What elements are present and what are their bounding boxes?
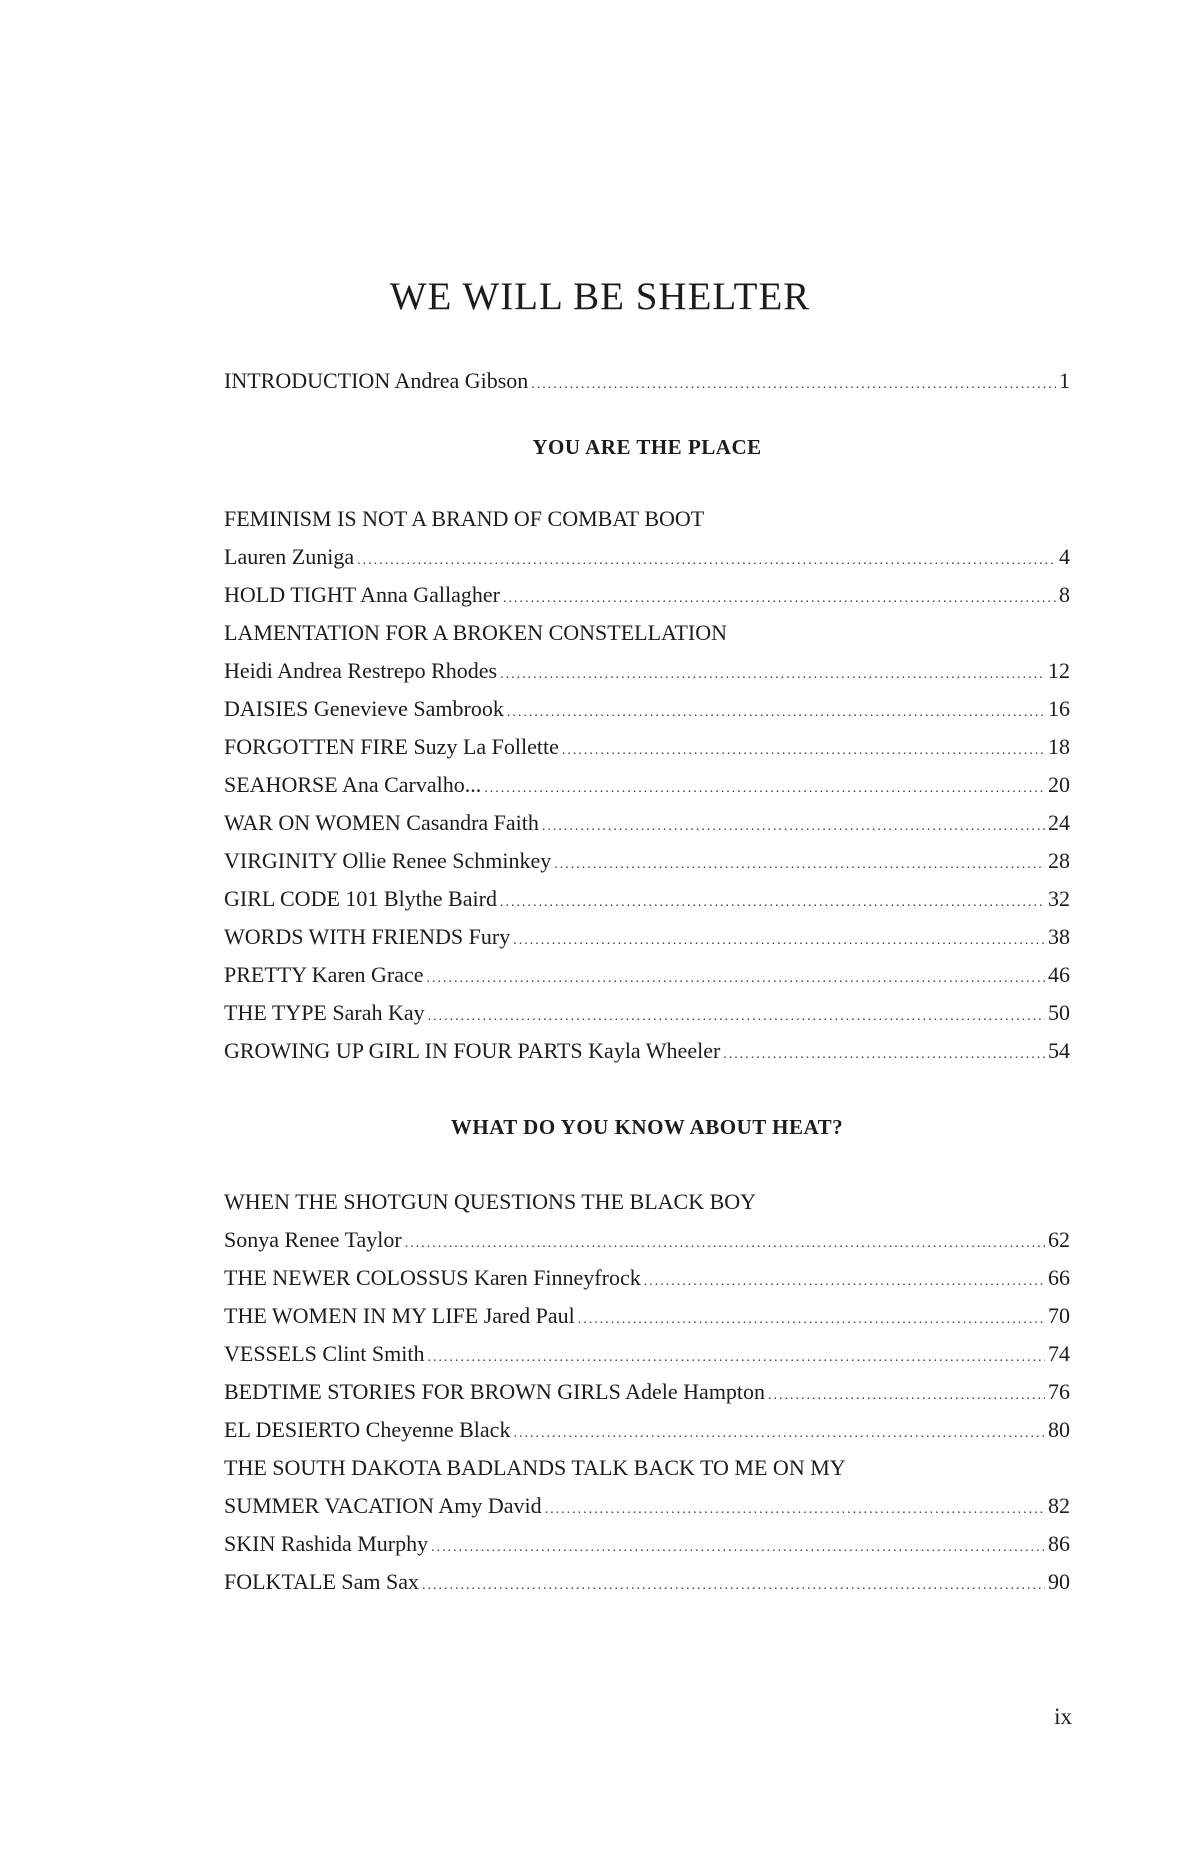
toc-entry[interactable]: [224, 616, 1070, 650]
toc-entry[interactable]: [224, 1375, 1070, 1409]
toc-entry-page: 46: [1048, 962, 1070, 987]
toc-entry[interactable]: [224, 540, 1070, 574]
toc-entry[interactable]: [224, 958, 1070, 992]
toc-entry-label: WORDS WITH FRIENDS Fury: [224, 924, 511, 949]
toc-entry-page: 82: [1048, 1493, 1070, 1518]
toc-entry-label: INTRODUCTION Andrea Gibson: [224, 368, 529, 393]
dot-leader: [503, 582, 1056, 616]
dot-leader: [428, 1341, 1046, 1375]
dot-leader: [768, 1379, 1045, 1413]
toc-entry-label: Heidi Andrea Restrepo Rhodes: [224, 658, 498, 683]
toc-entry-label: HOLD TIGHT Anna Gallagher: [224, 582, 500, 607]
toc-entry-page: 74: [1048, 1341, 1070, 1366]
dot-leader: [500, 886, 1045, 920]
toc-entry-label: SEAHORSE Ana Carvalho...: [224, 772, 482, 797]
toc-entry[interactable]: [224, 1034, 1070, 1068]
toc-entry[interactable]: [224, 654, 1070, 688]
page-number: ix: [1054, 1704, 1072, 1729]
toc-entry-label: DAISIES Genevieve Sambrook: [224, 696, 504, 721]
toc-entry-label: BEDTIME STORIES FOR BROWN GIRLS Adele Hampton: [224, 1379, 766, 1404]
toc-entry-label: PRETTY Karen Grace: [224, 962, 424, 987]
dot-leader: [500, 658, 1045, 692]
dot-leader: [562, 734, 1045, 768]
toc-entry[interactable]: [224, 768, 1070, 802]
dot-leader: [427, 962, 1045, 996]
section-heading: YOU ARE THE PLACE: [532, 435, 762, 459]
toc-entry[interactable]: [224, 996, 1070, 1030]
toc-entry-page: 86: [1048, 1531, 1070, 1556]
toc-entry-page: 32: [1048, 886, 1070, 911]
dot-leader: [484, 772, 1045, 806]
book-title: WE WILL BE SHELTER: [389, 275, 811, 318]
toc-entry-page: 62: [1048, 1227, 1070, 1252]
toc-entry-page: 80: [1048, 1417, 1070, 1442]
toc-entry[interactable]: [224, 806, 1070, 840]
dot-leader: [723, 1038, 1045, 1072]
toc-entry[interactable]: [224, 1489, 1070, 1523]
dot-leader: [507, 696, 1045, 730]
toc-entry[interactable]: [224, 882, 1070, 916]
dot-leader: [554, 848, 1045, 882]
dot-leader: [531, 368, 1056, 402]
toc-entry[interactable]: [224, 578, 1070, 612]
toc-entry-label: THE WOMEN IN MY LIFE Jared Paul: [224, 1303, 575, 1328]
toc-entry[interactable]: [224, 1451, 1070, 1485]
toc-entry[interactable]: [224, 1565, 1070, 1599]
toc-entry[interactable]: [224, 1261, 1070, 1295]
toc-entry[interactable]: [224, 1337, 1070, 1371]
toc-entry-page: 28: [1048, 848, 1070, 873]
dot-leader: [431, 1531, 1045, 1565]
toc-entry-introduction[interactable]: [224, 364, 1070, 398]
toc-entry[interactable]: [224, 1223, 1070, 1257]
toc-entry-label: VESSELS Clint Smith: [224, 1341, 425, 1366]
toc-entry[interactable]: [224, 920, 1070, 954]
toc-entry-label: THE TYPE Sarah Kay: [224, 1000, 425, 1025]
section-heading: WHAT DO YOU KNOW ABOUT HEAT?: [450, 1115, 844, 1139]
dot-leader: [405, 1227, 1045, 1261]
toc-entry[interactable]: [224, 844, 1070, 878]
toc-entry-label: FEMINISM IS NOT A BRAND OF COMBAT BOOT: [224, 506, 705, 531]
toc-entry-page: 24: [1048, 810, 1070, 835]
toc-entry-label: FORGOTTEN FIRE Suzy La Follette: [224, 734, 559, 759]
toc-entry[interactable]: [224, 1413, 1070, 1447]
toc-entry-label: GIRL CODE 101 Blythe Baird: [224, 886, 497, 911]
toc-entry-page: 12: [1048, 658, 1070, 683]
toc-entry-label: WHEN THE SHOTGUN QUESTIONS THE BLACK BOY: [224, 1189, 757, 1214]
toc-entry-page: 90: [1048, 1569, 1070, 1594]
toc-entry-page: 66: [1048, 1265, 1070, 1290]
toc-entry-label: GROWING UP GIRL IN FOUR PARTS Kayla Wheeler: [224, 1038, 721, 1063]
dot-leader: [644, 1265, 1045, 1299]
toc-entry-label: THE NEWER COLOSSUS Karen Finneyfrock: [224, 1265, 641, 1290]
toc-entry-page: 18: [1048, 734, 1070, 759]
dot-leader: [513, 1417, 1045, 1451]
toc-entry-label: FOLKTALE Sam Sax: [224, 1569, 420, 1594]
toc-entry-label: Sonya Renee Taylor: [224, 1227, 402, 1252]
toc-entry-label: WAR ON WOMEN Casandra Faith: [224, 810, 539, 835]
toc-entry-label: LAMENTATION FOR A BROKEN CONSTELLATION: [224, 620, 728, 645]
toc-entry-label: THE SOUTH DAKOTA BADLANDS TALK BACK TO ME ON MY: [224, 1455, 846, 1480]
toc-entry-page: 16: [1048, 696, 1070, 721]
toc-entry-label: SUMMER VACATION Amy David: [224, 1493, 542, 1518]
toc-entry[interactable]: [224, 502, 1070, 536]
toc-entry[interactable]: [224, 730, 1070, 764]
toc-entry-page: 38: [1048, 924, 1070, 949]
toc-entry[interactable]: [224, 1527, 1070, 1561]
dot-leader: [422, 1569, 1045, 1603]
dot-leader: [545, 1493, 1045, 1527]
toc-entry-page: 54: [1048, 1038, 1070, 1063]
toc-entry-page: 4: [1059, 544, 1070, 569]
toc-entry-page: 20: [1048, 772, 1070, 797]
toc-entry[interactable]: [224, 1299, 1070, 1333]
toc-entry[interactable]: [224, 1185, 1070, 1219]
toc-entry-label: EL DESIERTO Cheyenne Black: [224, 1417, 511, 1442]
dot-leader: [357, 544, 1056, 578]
toc-entry-page: 70: [1048, 1303, 1070, 1328]
toc-entry-page: 1: [1059, 368, 1070, 393]
dot-leader: [513, 924, 1045, 958]
toc-entry-label: VIRGINITY Ollie Renee Schminkey: [224, 848, 552, 873]
toc-entry-label: SKIN Rashida Murphy: [224, 1531, 429, 1556]
toc-entry-page: 50: [1048, 1000, 1070, 1025]
dot-leader: [428, 1000, 1045, 1034]
toc-entry[interactable]: [224, 692, 1070, 726]
toc-entry-label: Lauren Zuniga: [224, 544, 355, 569]
dot-leader: [542, 810, 1045, 844]
toc-entry-page: 76: [1048, 1379, 1070, 1404]
toc-entry-page: 8: [1059, 582, 1070, 607]
dot-leader: [578, 1303, 1045, 1337]
